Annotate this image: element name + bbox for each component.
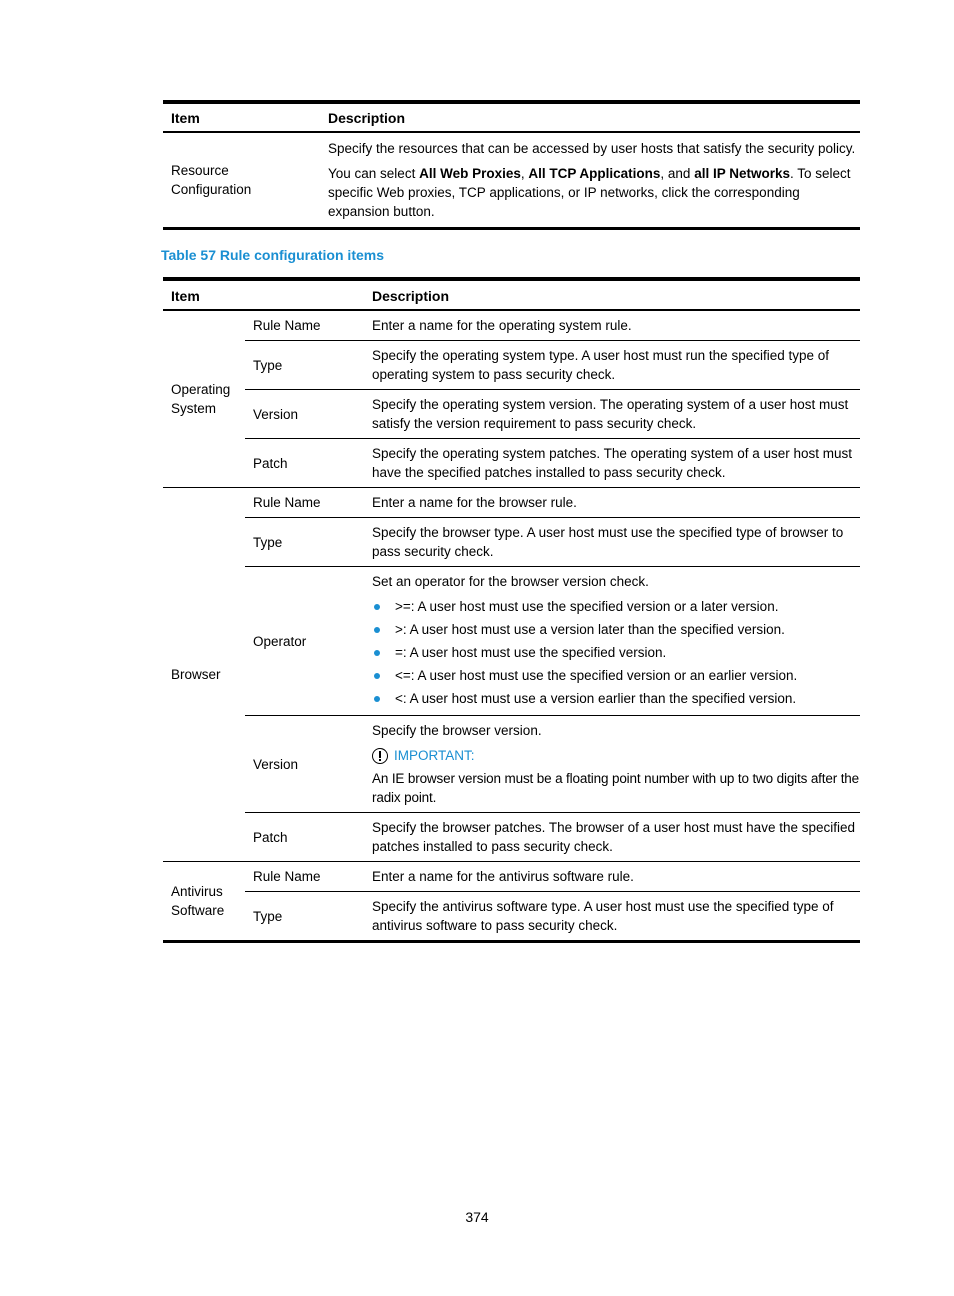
important-note <box>372 746 860 765</box>
item-browser: Browser <box>163 488 245 862</box>
list-item: >: A user host must use a version later than the specified version. <box>372 618 860 641</box>
subitem-version: Version <box>245 716 364 813</box>
subitem-patch: Patch <box>245 813 364 862</box>
desc-paragraph-2: You can select All Web Proxies, All TCP Applications, and all IP Networks. To select specific Web proxies, TCP applications, or IP networks, click the corresponding expansion button. <box>328 166 851 219</box>
description-resource-configuration <box>320 132 860 229</box>
warning-icon <box>372 748 388 764</box>
item-antivirus-software: Antivirus Software <box>163 862 245 942</box>
description-cell: Enter a name for the operating system rule. <box>364 310 860 341</box>
header-item: Item <box>163 279 364 310</box>
item-resource-configuration: Resource Configuration <box>171 163 252 197</box>
list-item: >=: A user host must use the specified version or a later version. <box>372 595 860 618</box>
version-desc: Specify the browser version. <box>372 723 542 738</box>
subitem-type: Type <box>245 892 364 942</box>
header-description: Description <box>364 279 860 310</box>
important-label: IMPORTANT: <box>394 748 475 763</box>
header-description: Description <box>320 102 860 132</box>
subitem-rule-name: Rule Name <box>245 862 364 892</box>
description-cell <box>364 567 860 716</box>
subitem-operator: Operator <box>245 567 364 716</box>
subitem-rule-name: Rule Name <box>245 310 364 341</box>
subitem-type: Type <box>245 341 364 390</box>
list-item: =: A user host must use the specified version. <box>372 641 860 664</box>
operator-list <box>372 595 860 710</box>
operator-intro: Set an operator for the browser version check. <box>372 574 649 589</box>
description-cell: Specify the operating system version. The operating system of a user host must satisfy the version requirement to pass security check. <box>364 390 860 439</box>
important-text: An IE browser version must be a floating point number with up to two digits after the radix point. <box>372 771 860 805</box>
description-cell: Specify the browser patches. The browser of a user host must have the specified patches installed to pass security check. <box>364 813 860 862</box>
subitem-rule-name: Rule Name <box>245 488 364 518</box>
subitem-version: Version <box>245 390 364 439</box>
description-cell: Specify the browser type. A user host must use the specified type of browser to pass security check. <box>364 518 860 567</box>
subitem-patch: Patch <box>245 439 364 488</box>
header-item: Item <box>163 102 320 132</box>
description-cell: Enter a name for the antivirus software rule. <box>364 862 860 892</box>
description-cell <box>364 716 860 813</box>
item-operating-system: Operating System <box>163 310 245 488</box>
list-item: <=: A user host must use the specified version or an earlier version. <box>372 664 860 687</box>
table-caption: Table 57 Rule configuration items <box>161 247 385 263</box>
description-cell: Specify the antivirus software type. A user host must use the specified type of antivirus software to pass security check. <box>364 892 860 942</box>
description-cell: Specify the operating system type. A user host must run the specified type of operating system to pass security check. <box>364 341 860 390</box>
subitem-type: Type <box>245 518 364 567</box>
resource-config-table <box>163 100 860 230</box>
rule-configuration-table <box>163 277 860 943</box>
description-cell: Enter a name for the browser rule. <box>364 488 860 518</box>
list-item: <: A user host must use a version earlier than the specified version. <box>372 687 860 710</box>
page-number: 374 <box>465 1209 489 1225</box>
description-cell: Specify the operating system patches. The operating system of a user host must have the specified patches installed to pass security check. <box>364 439 860 488</box>
desc-paragraph-1: Specify the resources that can be accessed by user hosts that satisfy the security policy. <box>328 141 856 156</box>
